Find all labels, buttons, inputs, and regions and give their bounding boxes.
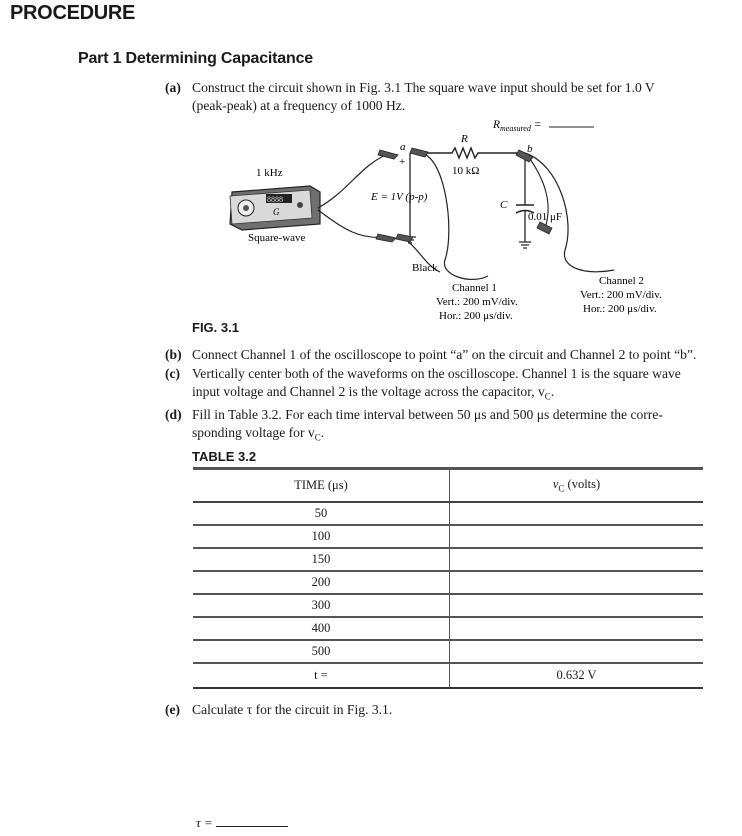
vc-column-header: $v_C$ (volts)	[450, 469, 704, 503]
step-text: Connect Channel 1 of the oscilloscope to point “a” on the circuit and Channel 2 to point “b”.	[192, 347, 697, 362]
step-text: (peak-peak) at a frequency of 1000 Hz.	[192, 98, 406, 113]
table-header-row	[193, 469, 703, 503]
time-cell[interactable]: t =	[193, 663, 450, 688]
point-a-label: a	[400, 141, 406, 153]
alligator-clip	[410, 148, 428, 157]
function-generator	[230, 186, 320, 230]
time-column-header: TIME (μs)	[193, 469, 450, 503]
time-cell: 200	[193, 571, 450, 594]
generator-display: 8888	[267, 195, 283, 204]
channel2-name: Channel 2	[599, 275, 644, 287]
part-heading: Part 1 Determining Capacitance	[78, 50, 313, 67]
step-text: Calculate τ for the circuit in Fig. 3.1.	[192, 702, 393, 717]
vc-cell[interactable]	[450, 617, 704, 640]
plus-sign: +	[399, 156, 406, 168]
step-text: Construct the circuit shown in Fig. 3.1 The square wave input should be set for 1.0 V	[192, 80, 655, 95]
vc-cell[interactable]	[450, 571, 704, 594]
figure-caption: FIG. 3.1	[192, 320, 239, 335]
step-c	[165, 364, 725, 404]
vc-cell[interactable]	[450, 502, 704, 525]
channel1-vert: Vert.: 200 mV/div.	[436, 296, 518, 308]
tau-answer	[196, 814, 288, 831]
table-row	[193, 548, 703, 571]
step-text: Fill in Table 3.2. For each time interval between 50 μs and 500 μs determine the corre-	[192, 407, 663, 422]
square-wave-label: Square-wave	[248, 232, 306, 244]
channel1-hor: Hor.: 200 μs/div.	[439, 310, 513, 322]
table-title: TABLE 3.2	[192, 449, 257, 464]
table-row	[193, 594, 703, 617]
vc-cell[interactable]	[450, 640, 704, 663]
time-cell: 400	[193, 617, 450, 640]
r-label: R	[461, 133, 468, 145]
time-cell: 300	[193, 594, 450, 617]
channel2-hor: Hor.: 200 μs/div.	[583, 303, 657, 315]
step-label: (a)	[165, 80, 181, 95]
alligator-clip	[376, 234, 396, 242]
step-label: (d)	[165, 407, 182, 422]
channel2-vert: Vert.: 200 mV/div.	[580, 289, 662, 301]
tau-blank[interactable]	[216, 814, 288, 827]
table-row	[193, 571, 703, 594]
generator-lead	[318, 210, 388, 238]
step-label: (e)	[165, 702, 181, 717]
step-b	[165, 345, 725, 365]
table-row	[193, 525, 703, 548]
vc-cell[interactable]	[450, 594, 704, 617]
vc-cell: 0.632 V	[450, 663, 704, 688]
source-label: E = 1V (p-p)	[371, 191, 428, 203]
resistor	[420, 148, 525, 158]
generator-freq: 1 kHz	[256, 167, 283, 179]
circuit-figure	[0, 110, 742, 325]
step-text: input voltage and Channel 2 is the voltage across the capacitor, $v_C$.	[192, 384, 555, 402]
vc-cell[interactable]	[450, 548, 704, 571]
c-label: C	[500, 199, 508, 211]
step-text: sponding voltage for $v_C$.	[192, 425, 325, 443]
procedure-heading: PROCEDURE	[10, 2, 136, 24]
r-measured-label: $R_{measured}$ =	[493, 119, 542, 133]
table-row	[193, 617, 703, 640]
table-row	[193, 640, 703, 663]
tau-label: τ =	[196, 815, 213, 830]
black-label: Black	[412, 262, 438, 274]
step-d	[165, 405, 725, 445]
point-b-label: b	[527, 143, 533, 155]
table-row	[193, 663, 703, 688]
data-table	[193, 467, 703, 689]
step-label: (c)	[165, 366, 181, 381]
time-cell: 150	[193, 548, 450, 571]
step-label: (b)	[165, 347, 182, 362]
time-cell: 500	[193, 640, 450, 663]
channel1-name: Channel 1	[452, 282, 497, 294]
vc-cell[interactable]	[450, 525, 704, 548]
step-e	[165, 700, 725, 720]
time-cell: 100	[193, 525, 450, 548]
time-cell: 50	[193, 502, 450, 525]
r-value: 10 kΩ	[452, 165, 480, 177]
generator-knob-label: G	[273, 207, 280, 217]
c-value: 0.01 μF	[528, 211, 563, 223]
step-text: Vertically center both of the waveforms on the oscilloscope. Channel 1 is the square wave	[192, 366, 681, 381]
table-row	[193, 502, 703, 525]
alligator-clip	[537, 222, 552, 234]
